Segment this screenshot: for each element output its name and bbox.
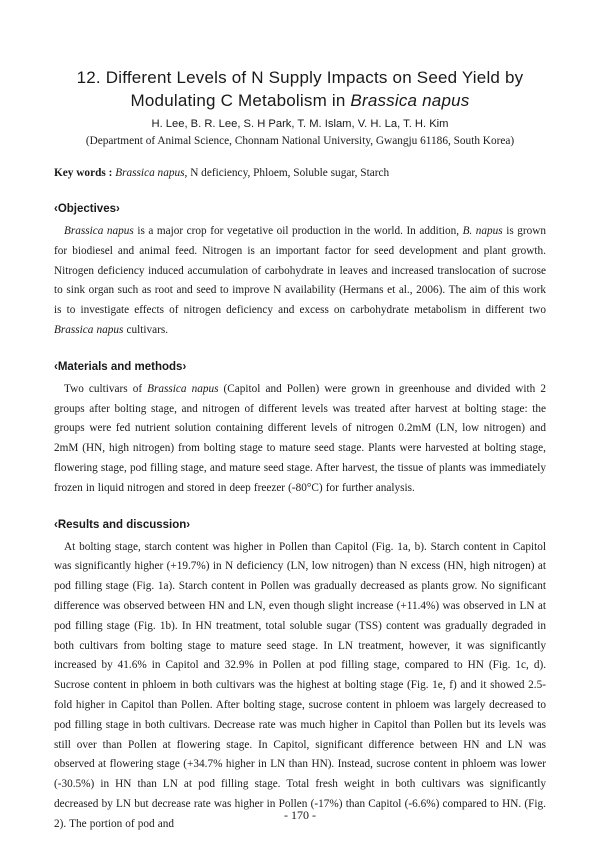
objectives-section: [54, 202, 546, 341]
author-list: H. Lee, B. R. Lee, S. H Park, T. M. Islam, V. H. La, T. H. Kim: [151, 118, 449, 130]
page-number: - 170 -: [284, 808, 316, 822]
species-name: Brassica napus: [64, 225, 134, 237]
objectives-paragraph: [54, 222, 546, 341]
keywords: [54, 166, 546, 181]
title-species: Brassica napus: [350, 91, 470, 110]
methods-section: [54, 360, 546, 499]
objectives-text-2: is grown for biodiesel and animal feed. Nitrogen is an important factor for seed development and plant growth. Nitrogen deficiency induced accumulation of carbohydrate in leaves and increased translocation of sucrose to sink organ such as root and seed to improve N availability (Hermans et al., 2006). The aim of this work is to investigate effects of nitrogen deficiency and excess on carbohydrate metabolism in different two: [54, 225, 546, 317]
results-paragraph: At bolting stage, starch content was higher in Pollen than Capitol (Fig. 1a, b). Starch content in Capitol was significantly higher (+19.7%) in N deficiency (LN, low nitrogen) than N excess (HN, high nitrogen) at pod filling stage (Fig. 1a). Starch content in Pollen was gradually decreased as plants grow. No significant difference was observed between HN and LN, even though slight increase (+11.4%) was observed in LN at pod filling stage (Fig. 1b). In HN treatment, total soluble sugar (TSS) content was gradually degraded in both cultivars from bolting stage to mature seed stage. In LN treatment, however, it was significantly increased by 41.6% in Capitol and 32.9% in Pollen at pod filling stage, compared to HN (Fig. 1c, d). Sucrose content in phloem in both cultivars was the highest at bolting stage (Fig. 1e, f) and it showed 2.5-fold higher in Capitol than Pollen. After bolting stage, sucrose content in phloem was largely decreased to pod filling stage in both cultivars. Decrease rate was much higher in Capitol than Pollen but its levels was still over than Pollen at flowering stage. In Capitol, significant difference between HN and LN was observed at flowering stage (+34.7% higher in LN than HN). Instead, sucrose content in phloem was lower (-30.5%) in HN than LN at pod filling stage. Total fresh weight in both cultivars was significantly decreased by LN but decrease rate was higher in Pollen (-17%) than Capitol (-6.6%) compared to HN. (Fig. 2). The portion of pod and: [54, 540, 546, 830]
title-line-2: Modulating C Metabolism in: [130, 91, 351, 110]
methods-paragraph: [54, 380, 546, 499]
keywords-rest: , N deficiency, Phloem, Soluble sugar, Starch: [184, 167, 390, 179]
species-name: Brassica napus: [147, 382, 219, 395]
methods-text-2: (Capitol and Pollen) were grown in greenhouse and divided with 2 groups after bolting stage, and nitrogen of different levels was treated after harvest at bolting stage: the groups were fed nutrient solution containing different levels of nitrogen 0.2mM (LN, low nitrogen) and 2mM (HN, high nitrogen) from bolting stage to mature seed stage. Plants were harvested at bolting stage, flowering stage, pod filling stage, and mature seed stage. After harvest, the tissue of plants was immediately frozen in liquid nitrogen and stored in deep freezer (-80°C) for further analysis.: [54, 382, 546, 494]
paper-page: [54, 66, 546, 835]
methods-heading: ‹Materials and methods›: [54, 360, 187, 373]
objectives-text-3: cultivars.: [123, 323, 169, 336]
title-line-1: 12. Different Levels of N Supply Impacts on Seed Yield by: [76, 68, 524, 87]
objectives-heading: ‹Objectives›: [54, 203, 120, 215]
affiliation: (Department of Animal Science, Chonnam National University, Gwangju 61186, South Korea): [85, 135, 515, 147]
results-section: [54, 518, 546, 835]
methods-text-1: Two cultivars of: [64, 382, 148, 395]
keyword-species: Brassica napus: [115, 167, 185, 179]
results-heading: ‹Results and discussion›: [54, 518, 191, 531]
objectives-text-1: is a major crop for vegetative oil production in the world. In addition,: [133, 225, 463, 237]
keywords-label: Key words :: [54, 167, 116, 179]
species-abbrev: B. napus: [462, 225, 503, 237]
species-name: Brassica napus: [54, 323, 124, 336]
paper-title: [54, 66, 546, 112]
